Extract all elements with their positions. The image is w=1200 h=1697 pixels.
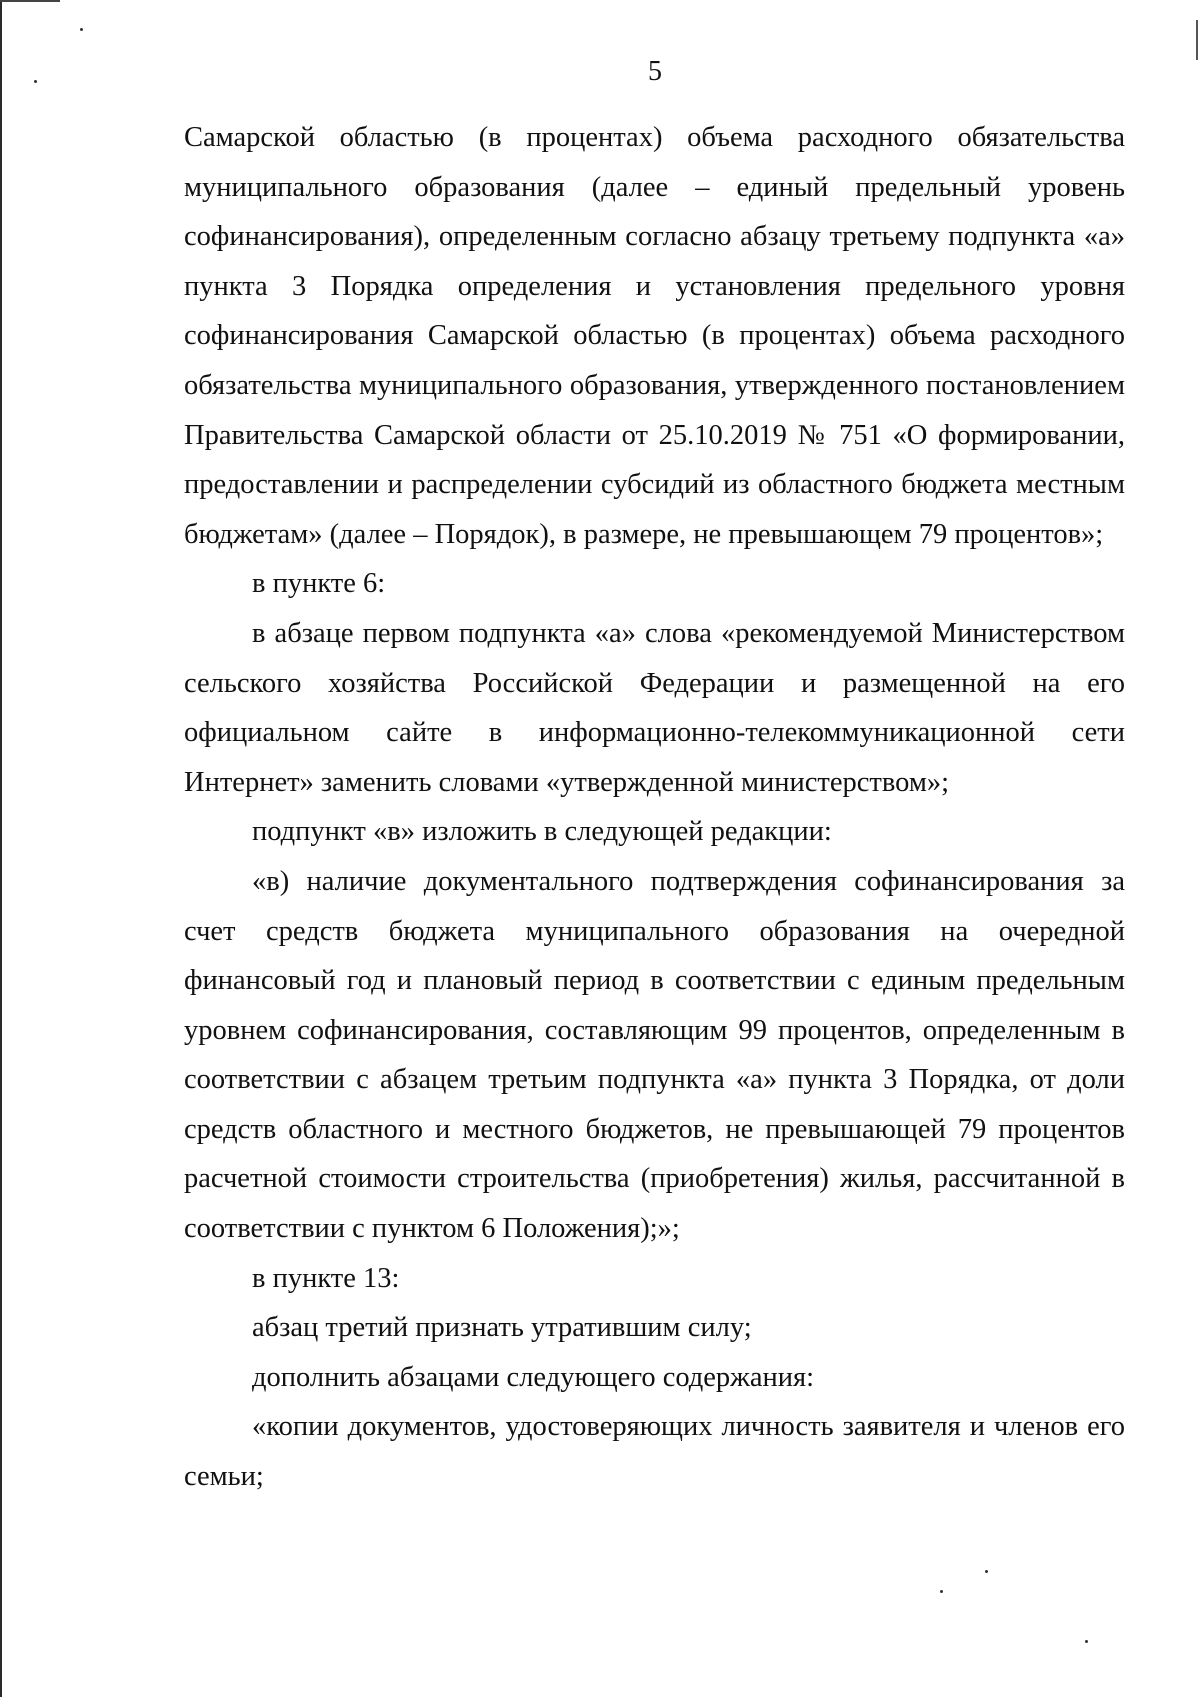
document-body xyxy=(184,113,1125,1502)
scan-edge-left xyxy=(0,0,2,1697)
scan-edge-right xyxy=(1196,20,1198,60)
scan-edge-top xyxy=(0,0,60,2)
scan-speck xyxy=(1085,1640,1088,1643)
page-number: 5 xyxy=(648,56,662,87)
scan-speck xyxy=(80,28,83,31)
paragraph-item-6a-amendment: в абзаце первом подпункта «а» слова «рекомендуемой Министерством сельского хозяйства Российской Федерации и размещенной на его официальном сайте в информационно-телекоммуникационной сети Интернет» заменить словами «утвержденной министерством»; xyxy=(184,617,1125,798)
paragraph-continuation: Самарской областью (в процентах) объема расходного обязательства муниципального образования (далее – единый предельный уровень софинансирования), определенным согласно абзацу третьему подпункта «а» пункта 3 Порядка определения и установления предельного уровня софинансирования Самарской областью (в процентах) объема расходного обязательства муниципального образования, утвержденного постановлением Правительства Самарской области от 25.10.2019 № 751 «О формировании, предоставлении и распределении субсидий из областного бюджета местным бюджетам» (далее – Порядок), в размере, не превышающем 79 процентов»; xyxy=(184,122,1125,550)
scan-speck xyxy=(940,1590,943,1593)
paragraph-item-13-repeal: абзац третий признать утратившим силу; xyxy=(252,1312,752,1344)
paragraph-item-13-copies: «копии документов, удостоверяющих личность заявителя и членов его семьи; xyxy=(184,1411,1125,1493)
paragraph-item-6: в пункте 6: xyxy=(252,568,386,600)
scan-speck xyxy=(985,1570,988,1573)
paragraph-item-13-addition: дополнить абзацами следующего содержания: xyxy=(252,1361,815,1393)
paragraph-item-6v-text: «в) наличие документального подтверждения софинансирования за счет средств бюджета муниципального образования на очередной финансовый год и плановый период в соответствии с единым предельным уровнем софинансирования, составляющим 99 процентов, определенным в соответствии с абзацем третьим подпункта «а» пункта 3 Порядка, от доли средств областного и местного бюджетов, не превышающей 79 процентов расчетной стоимости строительства (приобретения) жилья, рассчитанной в соответствии с пунктом 6 Положения);»; xyxy=(184,865,1125,1245)
paragraph-item-13: в пункте 13: xyxy=(252,1262,400,1294)
paragraph-item-6v-intro: подпункт «в» изложить в следующей редакции: xyxy=(252,816,832,848)
